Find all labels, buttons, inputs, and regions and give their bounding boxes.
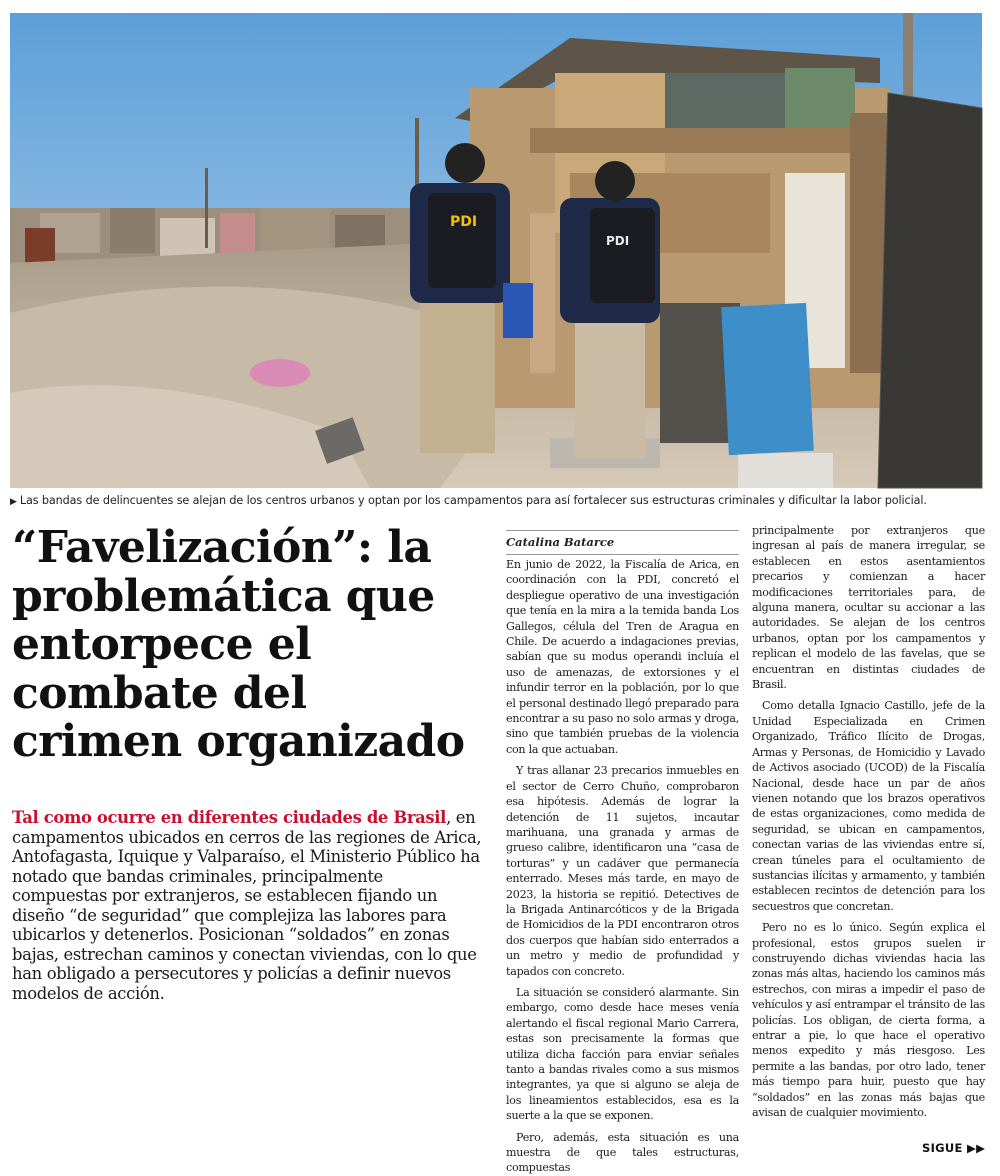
body-paragraph: Como detalla Ignacio Castillo, jefe de la Unidad Especializada en Crimen Organizado, Tráfico Ilícito de Drogas, Armas y Personas, de Homicidio y Lavado de Activos asociado (UCOD) de la Fiscalía Nacional, desde hace un par de años vienen notando que los brazos operativos de estas organizaciones, como medida de seguridad, se ubican en campamentos, conectan varias de las viviendas entre sí, crean túneles para el ocultamiento de sustancias ilícitas y armamento, y también establecen recintos de detención para los secuestros que concretan. <box>752 699 985 913</box>
body-paragraph: En junio de 2022, la Fiscalía de Arica, en coordinación con la PDI, concretó el despliegue operativo de una investigación que tenía en la mira a la temida banda Los Gallegos, célula del Tren de Aragua en Chile. De acuerdo a indagaciones previas, sabían que su modus operandi incluía el uso de amenazas, de extorsiones y el infundir terror en la población, por lo que el personal destinado llegó preparado para encontrar a su paso no solo armas y droga, sino que también pruebas de la violencia con la que actuaban. <box>506 558 739 756</box>
officer-right <box>560 161 660 458</box>
body-paragraph: Y tras allanar 23 precarios inmuebles en el sector de Cerro Chuño, comprobaron esa hipótesis. Además de lograr la detención de 11 sujetos, incautar marihuana, una granada y armas de grueso calibre, identificaron una “casa de torturas” y un cadáver que permanecía enterrado. Meses más tarde, en mayo de 2023, la historia se repitió. Detectives de la Brigada Antinarcóticos y de la Brigada de Homicidios de la PDI encontraron otros dos cuerpos que habían sido enterrados a un metro y medio de profundidad y tapados con concreto. <box>506 764 739 978</box>
lead-highlight: Tal como ocurre en diferentes ciudades de Brasil <box>12 808 447 827</box>
lead-paragraph <box>12 808 482 1003</box>
body-column-1 <box>506 557 739 1175</box>
headline: “Favelización”: la problemática que entorpece el combate del crimen organizado <box>12 522 465 767</box>
body-paragraph: principalmente por extranjeros que ingresan al país de manera irregular, se establecen en estos asentamientos precarios y comienzan a hacer modificaciones territoriales para, de alguna manera, ocultar su accionar a las autoridades. Se alejan de los centros urbanos, optan por los campamentos y replican el modelo de las favelas, que se encuentran en distintas ciudades de Brasil. <box>752 524 985 692</box>
body-paragraph: Pero, además, esta situación es una muestra de que tales estructuras, compuestas <box>506 1130 739 1175</box>
body-paragraph: La situación se consideró alarmante. Sin embargo, como desde hace meses venía alertando el fiscal regional Mario Carrera, estas son precisamente la formas que utiliza dicha facción para enviar señales tanto a bandas rivales como a sus mismos integrantes, ya que si alguno se aleja de los lineamientos establecidos, esa es la suerte a la que se exponen. <box>506 985 739 1123</box>
body-column-2 <box>752 523 985 1123</box>
photo-illustration <box>10 13 982 488</box>
lead-text: , en campamentos ubicados en cerros de las regiones de Arica, Antofagasta, Iquique y Valparaíso, el Ministerio Público ha notado que bandas criminales, principalmente compuestas por extranjeros, se establecen fijando un diseño “de seguridad” que complejiza las labores para ubicarlos y detenerlos. Posicionan “soldados” en zonas bajas, estrechan caminos y conectan viviendas, con lo que han obligado a persecutores y policías a definir nuevos modelos de acción. <box>12 808 482 1003</box>
article-photo <box>10 13 982 488</box>
photo-caption <box>10 494 985 507</box>
caption-text: Las bandas de delincuentes se alejan de los centros urbanos y optan por los campamentos para así fortalecer sus estructuras criminales y dificultar la labor policial. <box>19 494 927 507</box>
pdi-badge-right: PDI <box>606 234 630 248</box>
author-byline: Catalina Batarce <box>506 530 739 555</box>
pdi-badge-left: PDI <box>450 214 478 230</box>
caption-marker-icon: ▶ <box>10 497 17 507</box>
continue-marker: SIGUE ▶▶ <box>922 1141 986 1155</box>
body-paragraph: Pero no es lo único. Según explica el profesional, estos grupos suelen ir construyendo dichas viviendas hacia las zonas más altas, haciendo los caminos más estrechos, con miras a impedir el paso de vehículos y así entrampar el tránsito de las policías. Los obligan, de cierta forma, a entrar a pie, lo que hace el operativo menos expedito y más riesgoso. Les permite a las bandas, por otro lado, tener más tiempo para huir, puesto que hay “soldados” en las zonas más bajas que avisan de cualquier movimiento. <box>752 921 985 1120</box>
